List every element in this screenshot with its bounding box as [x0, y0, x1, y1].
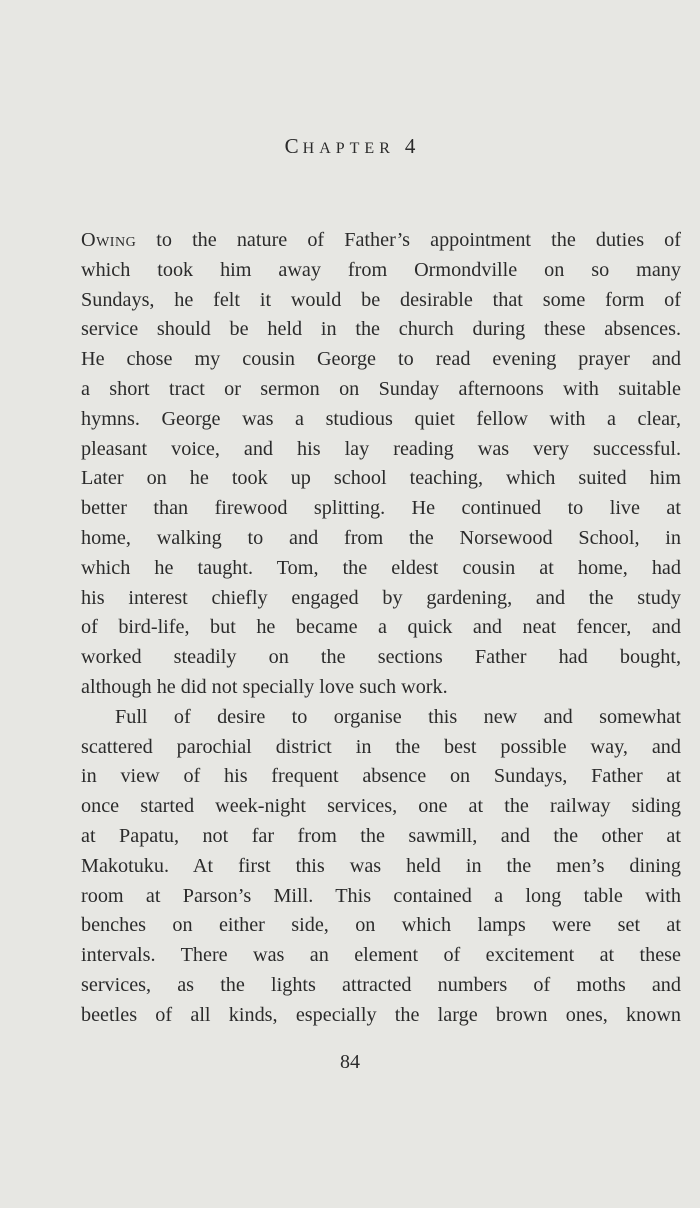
text-line: room at Parson’s Mill. This contained a long table with: [81, 884, 681, 907]
text-line: beetles of all kinds, especially the large brown ones, known: [81, 1003, 681, 1026]
paragraph-opening-word: Owing: [81, 229, 137, 251]
text-line: at Papatu, not far from the sawmill, and the other at: [81, 824, 681, 847]
text-line: a short tract or sermon on Sunday afternoons with suitable: [81, 377, 681, 400]
text-line: Later on he took up school teaching, which suited him: [81, 467, 681, 490]
text-line: service should be held in the church during these absences.: [81, 318, 681, 341]
body-text: [81, 226, 681, 1031]
text-line: Full of desire to organise this new and somewhat: [115, 705, 681, 728]
chapter-initial: C: [284, 134, 303, 158]
text-line: although he did not specially love such work.: [81, 675, 448, 698]
page-number: 84: [340, 1051, 360, 1073]
text-line: Owing to the nature of Father’s appointment the duties of: [81, 229, 681, 251]
text-line: He chose my cousin George to read evening prayer and: [81, 348, 681, 371]
text-line: his interest chiefly engaged by gardening, and the study: [81, 586, 681, 609]
text-line: pleasant voice, and his lay reading was very successful.: [81, 437, 681, 460]
text-line: scattered parochial district in the best possible way, and: [81, 735, 681, 758]
text-line: better than firewood splitting. He continued to live at: [81, 497, 681, 520]
text-line: services, as the lights attracted numbers of moths and: [81, 973, 681, 996]
text-line: home, walking to and from the Norsewood School, in: [81, 526, 681, 549]
chapter-number: 4: [404, 134, 416, 158]
text-line: benches on either side, on which lamps were set at: [81, 914, 681, 937]
text-line: in view of his frequent absence on Sundays, Father at: [81, 765, 681, 788]
text-line: once started week-night services, one at the railway siding: [81, 795, 681, 818]
text-line: Makotuku. At first this was held in the men’s dining: [81, 854, 681, 877]
text-line: intervals. There was an element of excitement at these: [81, 944, 681, 967]
text-line: which took him away from Ormondville on so many: [81, 258, 681, 281]
text-line: which he taught. Tom, the eldest cousin at home, had: [81, 556, 681, 579]
text-line: worked steadily on the sections Father had bought,: [81, 646, 681, 669]
text-line: of bird-life, but he became a quick and neat fencer, and: [81, 616, 681, 639]
text-line: Sundays, he felt it would be desirable that some form of: [81, 288, 681, 311]
chapter-heading: [0, 134, 700, 159]
chapter-word-rest: HAPTER: [302, 140, 395, 157]
text-line: hymns. George was a studious quiet fellow with a clear,: [81, 407, 681, 430]
